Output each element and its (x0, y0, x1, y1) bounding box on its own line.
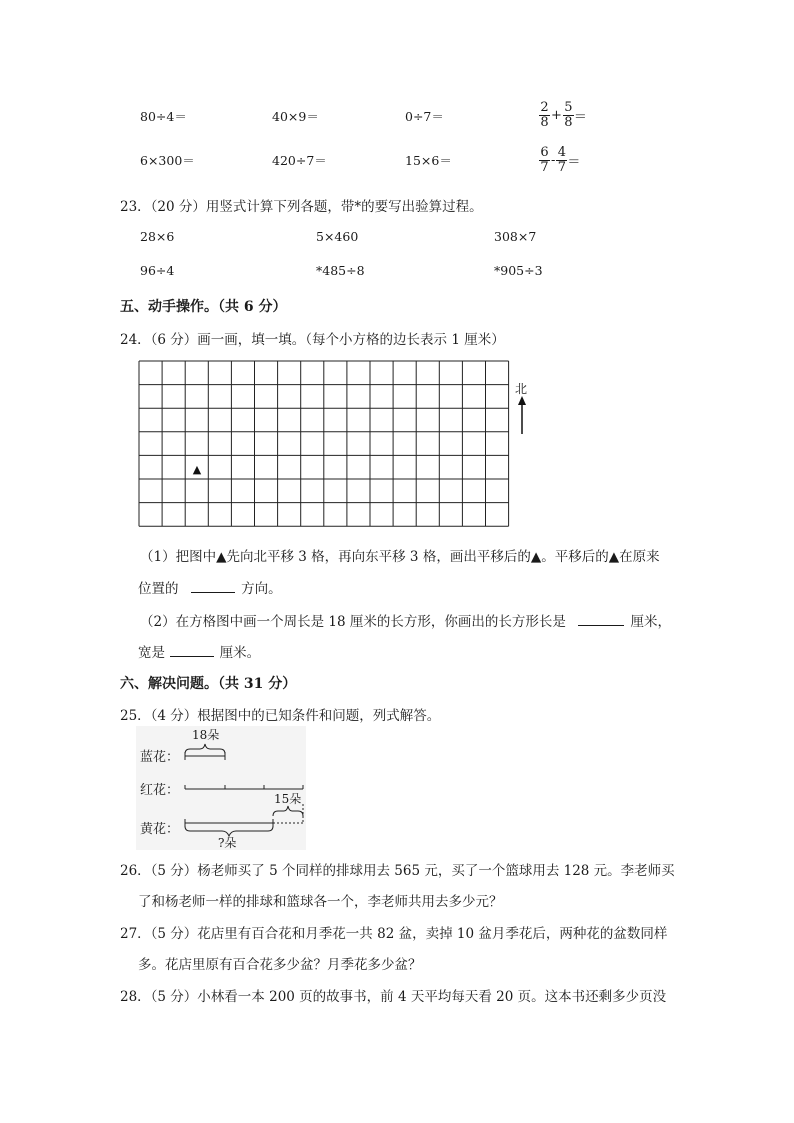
vertical-calc-item: 308×7 (494, 229, 537, 244)
north-arrow-icon (515, 396, 529, 436)
vertical-calc-item: *905÷3 (494, 263, 543, 278)
fraction-denominator: 8 (540, 115, 549, 130)
fraction-operator: + (551, 108, 562, 123)
red-flower-label: 红花： (140, 783, 180, 798)
section-heading-5: 五、动手操作。（共 6 分） (120, 299, 287, 315)
vertical-calc-item: *485÷8 (316, 263, 365, 278)
question-count-label: ?朵 (218, 836, 237, 850)
blue-flower-label: 蓝花： (140, 750, 180, 765)
yellow-flower-label: 黄花： (140, 822, 180, 837)
calc-item: 40×9＝ (272, 109, 319, 124)
difference-count-label: 15朵 (274, 792, 302, 806)
fraction-numerator: 4 (557, 145, 567, 160)
grid-lines (139, 361, 509, 526)
square-grid (138, 360, 528, 528)
vertical-calc-item: 28×6 (140, 229, 175, 244)
question-26-line2: 了和杨老师一样的排球和篮球各一个，李老师共用去多少元？ (138, 894, 503, 910)
fraction-denominator: 7 (557, 160, 567, 175)
question-24-part1-continued (138, 577, 282, 597)
triangle-marker: ▲ (192, 463, 202, 476)
fraction-operator: - (551, 153, 556, 168)
fraction-numerator: 5 (564, 100, 573, 115)
answer-blank[interactable] (578, 613, 624, 626)
line-segment-diagram (180, 736, 310, 840)
text-segment: （2）在方格图中画一个周长是 18 厘米的长方形，你画出的长方形长是 (140, 614, 566, 630)
blue-brace (185, 744, 225, 754)
equals-sign: ＝ (573, 110, 587, 125)
question-24-part2-continued (138, 641, 260, 661)
fraction-numerator: 2 (540, 100, 549, 115)
text-segment: 宽是 (138, 645, 165, 661)
question-23: 23．（20 分）用竖式计算下列各题，带*的要写出验算过程。 (120, 199, 483, 215)
equals-sign: ＝ (567, 155, 581, 170)
calc-item: 420÷7＝ (272, 153, 327, 168)
question-24-part2 (140, 610, 671, 630)
question-24: 24．（6 分）画一画，填一填。（每个小方格的边长表示 1 厘米） (120, 332, 505, 348)
calc-item: 0÷7＝ (405, 109, 444, 124)
fraction-numerator: 6 (540, 145, 549, 160)
text-segment: 方向。 (241, 581, 282, 597)
calc-item: 15×6＝ (405, 153, 452, 168)
blue-count-label: 18朵 (192, 728, 220, 742)
question-25: 25．（4 分）根据图中的已知条件和问题，列式解答。 (120, 708, 441, 724)
answer-blank[interactable] (191, 580, 235, 593)
text-segment: 位置的 (138, 581, 179, 597)
question-26-line1: 26．（5 分）杨老师买了 5 个同样的排球用去 565 元，买了一个篮球用去 128 元。李老师买 (120, 863, 675, 879)
question-24-part1: （1）把图中▲先向北平移 3 格，再向东平移 3 格，画出平移后的▲。平移后的▲在原来 (140, 549, 660, 565)
vertical-calc-item: 5×460 (316, 229, 359, 244)
text-segment: 厘米， (630, 614, 671, 630)
fraction-expression (539, 146, 580, 175)
north-label: 北 (515, 382, 528, 396)
question-27-line1: 27．（5 分）花店里有百合花和月季花一共 82 盆，卖掉 10 盆月季花后，两种花的盆数同样 (120, 926, 668, 942)
calc-item: 6×300＝ (140, 153, 195, 168)
fraction-denominator: 8 (564, 115, 573, 130)
question-27-line2: 多。花店里原有百合花多少盆？月季花多少盆？ (138, 957, 422, 973)
fraction-expression (539, 101, 587, 130)
difference-brace (273, 806, 303, 816)
section-heading-6: 六、解决问题。（共 31 分） (120, 676, 297, 692)
text-segment: 厘米。 (219, 645, 261, 661)
answer-blank[interactable] (170, 644, 214, 657)
yellow-brace (185, 826, 273, 836)
vertical-calc-item: 96÷4 (140, 263, 175, 278)
fraction-denominator: 7 (540, 160, 549, 175)
question-28-line1: 28．（5 分）小林看一本 200 页的故事书，前 4 天平均每天看 20 页。这本书还剩多少页没 (120, 989, 667, 1005)
calc-item: 80÷4＝ (140, 109, 187, 124)
